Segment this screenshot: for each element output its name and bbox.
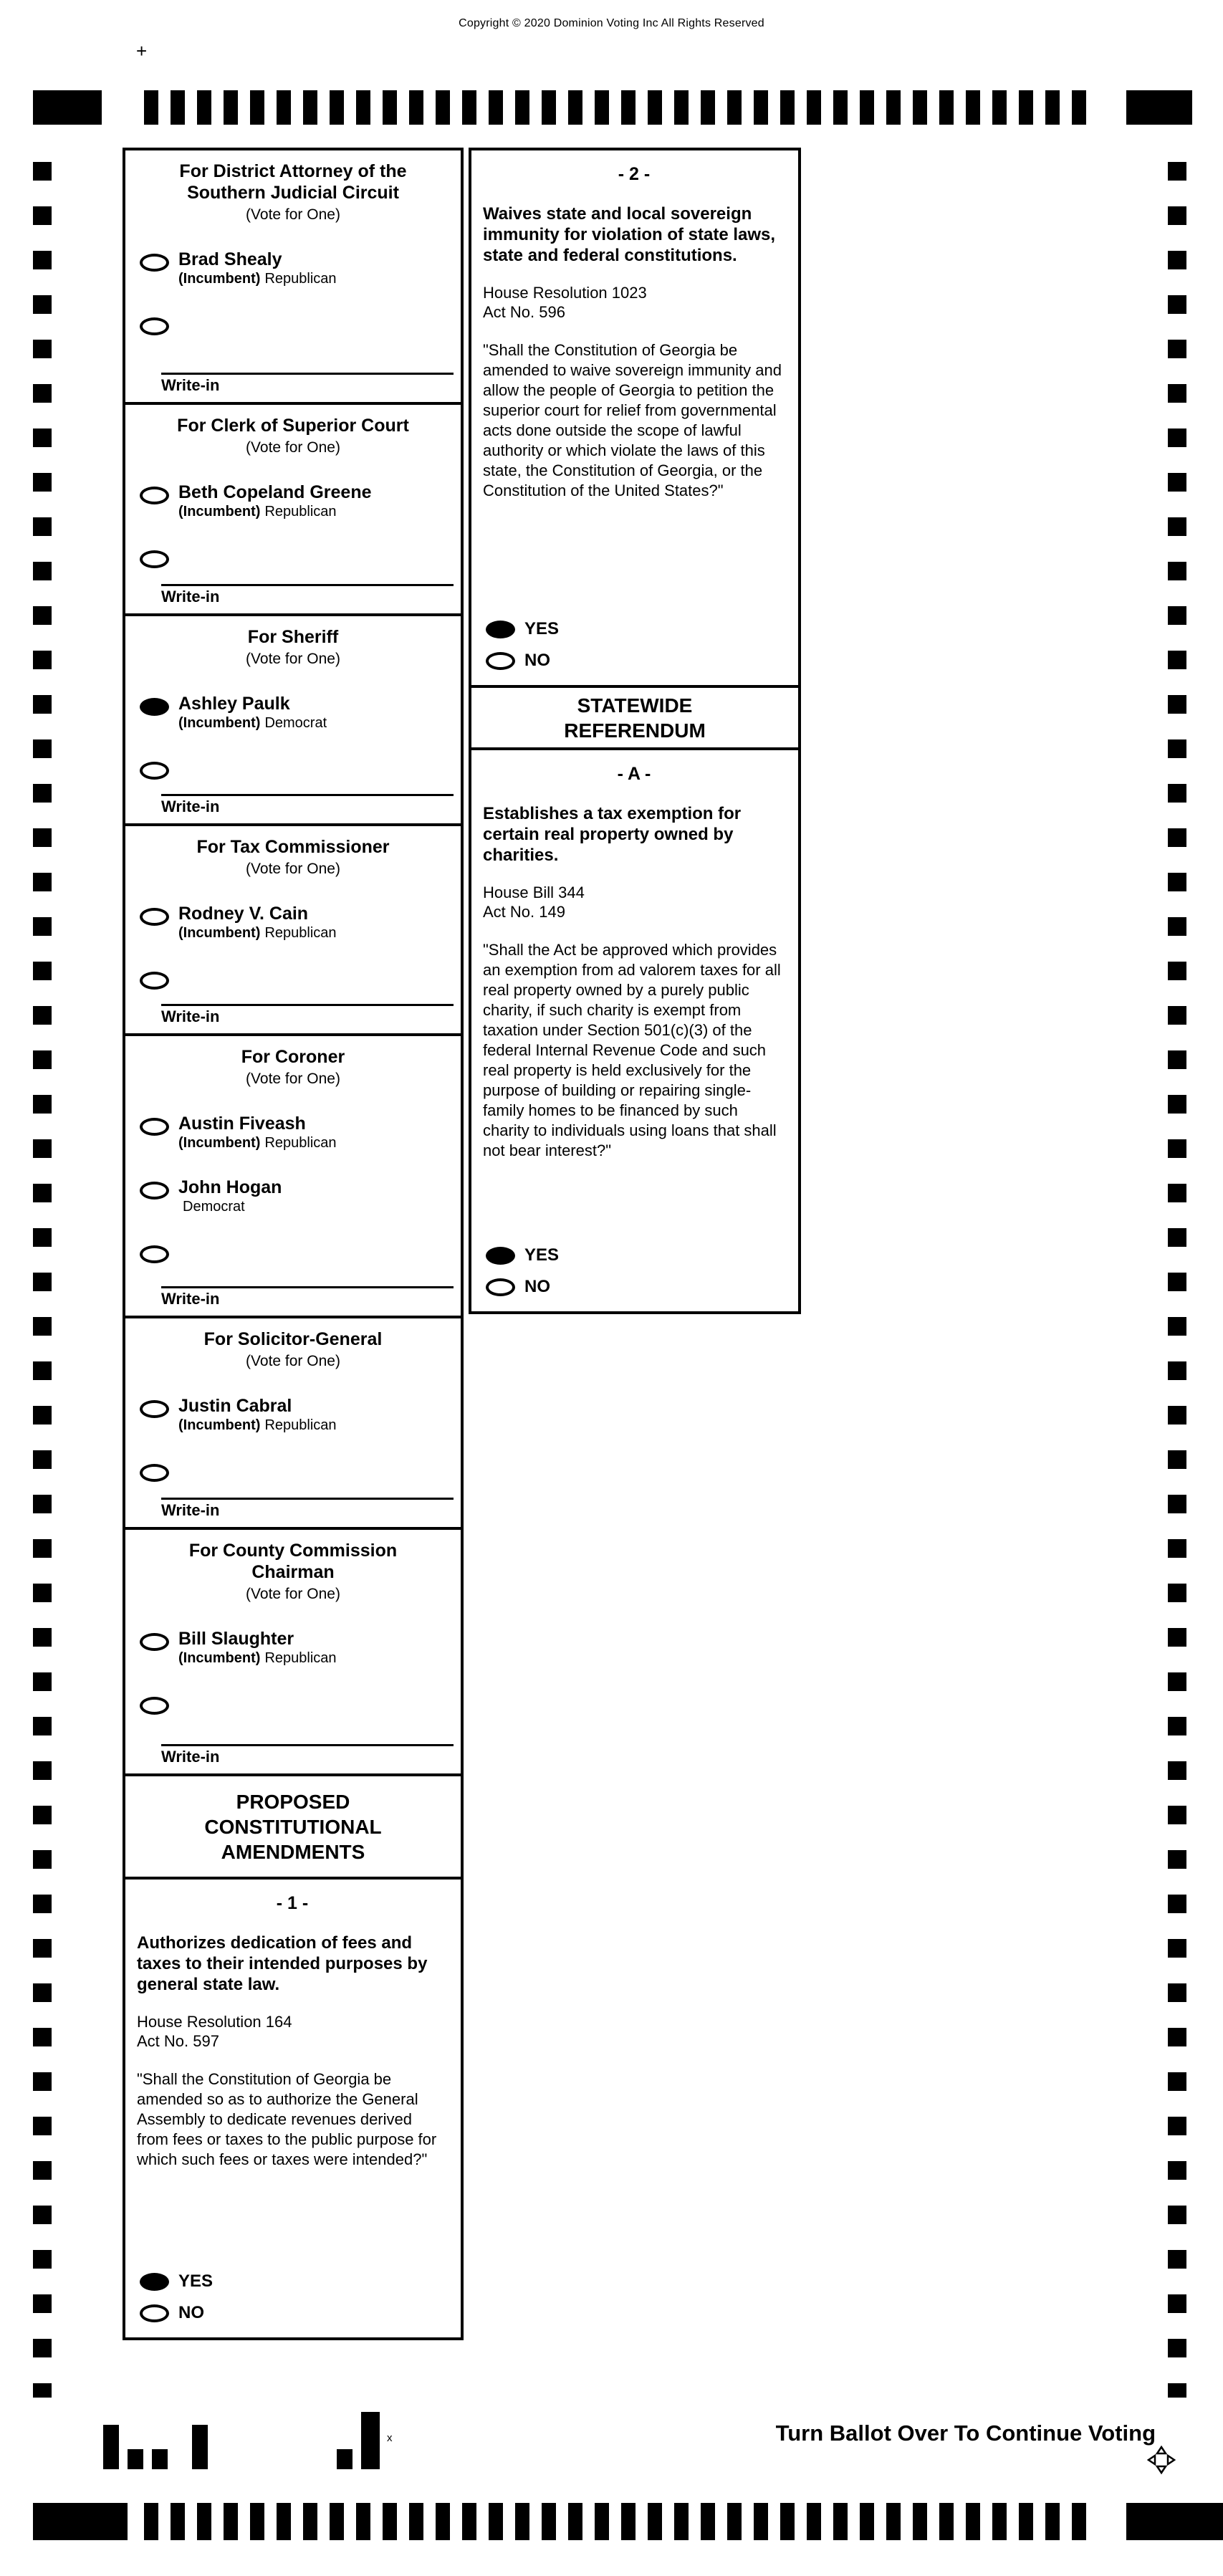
- candidate-name: Justin Cabral: [178, 1396, 292, 1416]
- timing-marks-right-rail: [1168, 162, 1186, 2398]
- no-oval[interactable]: [486, 1278, 515, 1296]
- contest-title-line: For Sheriff: [247, 627, 339, 647]
- barcode-bar: [361, 2412, 380, 2469]
- measure-reference-line: Act No. 149: [483, 903, 565, 921]
- turn-ballot-over-notice: Turn Ballot Over To Continue Voting: [775, 2421, 1156, 2446]
- candidate-name: John Hogan: [178, 1177, 282, 1197]
- write-in-oval-row: [140, 967, 461, 990]
- contest-title: [125, 836, 461, 858]
- candidate-name: Rodney V. Cain: [178, 904, 309, 924]
- section-header-line: STATEWIDE: [577, 694, 693, 717]
- candidate-oval[interactable]: [140, 698, 169, 716]
- write-in-label: Write-in: [161, 798, 220, 815]
- contest-title-line: For County Commission: [188, 1541, 398, 1561]
- contest-title-line: Southern Judicial Circuit: [187, 183, 399, 203]
- candidate-oval[interactable]: [140, 487, 169, 504]
- section-header-statewide-referendum: [469, 685, 801, 750]
- measure-question: "Shall the Act be approved which provides an exemption from ad valorem taxes for all real property owned by a purely public charity, if such charity is exempt from taxation under Section 501(c)(3) of the federal Internal Revenue Code and such real property is held exclusively for the purpose of building or repairing single-family homes to be financed by such charity to individuals using loans that shall not bear interest?": [483, 941, 781, 1159]
- yes-choice-row: [140, 2271, 448, 2292]
- section-header-proposed-amendments: [123, 1773, 464, 1880]
- no-label: NO: [178, 2303, 204, 2322]
- contest-sheriff: [123, 613, 464, 826]
- no-choice-row: [486, 651, 785, 671]
- section-header-line: REFERENDUM: [564, 719, 706, 742]
- candidate-party: (Incumbent) Republican: [178, 271, 337, 287]
- measure-reference-line: House Bill 344: [483, 884, 585, 901]
- candidate-party: (Incumbent) Democrat: [178, 715, 327, 731]
- candidate-party: (Incumbent) Republican: [178, 1417, 337, 1433]
- write-in-line[interactable]: [161, 1004, 454, 1006]
- measure-number: - 1 -: [276, 1893, 309, 1913]
- timing-block-left: [33, 2503, 128, 2540]
- candidate-row: [140, 1629, 461, 1667]
- write-in-oval-row: [140, 757, 461, 780]
- write-in-oval-row: [140, 546, 461, 568]
- candidate-row: [140, 904, 461, 942]
- contest-title-line: For Coroner: [241, 1047, 345, 1067]
- no-oval[interactable]: [140, 2304, 169, 2322]
- write-in-oval-row: [140, 1460, 461, 1482]
- vote-for-instruction: (Vote for One): [246, 1586, 340, 1602]
- write-in-area: [125, 1286, 461, 1316]
- candidate-oval[interactable]: [140, 1400, 169, 1418]
- candidate-party: (Incumbent) Republican: [178, 504, 337, 519]
- contest-title: [125, 161, 461, 204]
- no-label: NO: [524, 651, 550, 670]
- vote-for-instruction: (Vote for One): [246, 651, 340, 667]
- yes-choice-row: [486, 619, 785, 639]
- contest-district-attorney: [123, 148, 464, 405]
- candidate-oval[interactable]: [140, 254, 169, 272]
- write-in-line[interactable]: [161, 1744, 454, 1746]
- yes-label: YES: [524, 1245, 560, 1265]
- barcode-bar: [192, 2425, 208, 2469]
- candidate-oval[interactable]: [140, 1633, 169, 1651]
- write-in-oval[interactable]: [140, 317, 169, 335]
- yes-label: YES: [524, 619, 560, 638]
- write-in-oval[interactable]: [140, 762, 169, 780]
- write-in-oval[interactable]: [140, 550, 169, 568]
- barcode-bar: [128, 2449, 143, 2469]
- timing-block-right: [1126, 2503, 1223, 2540]
- vote-for-instruction: (Vote for One): [246, 1353, 340, 1369]
- contest-title-line: For Solicitor-General: [203, 1329, 383, 1349]
- no-choice-row: [140, 2303, 448, 2323]
- write-in-oval-row: [140, 313, 461, 335]
- contest-solicitor-general: [123, 1316, 464, 1530]
- write-in-oval[interactable]: [140, 1464, 169, 1482]
- candidate-party: (Incumbent) Republican: [178, 1650, 337, 1666]
- candidate-oval[interactable]: [140, 908, 169, 926]
- no-choice-row: [486, 1277, 785, 1297]
- contest-title: [125, 1328, 461, 1350]
- write-in-line[interactable]: [161, 373, 454, 375]
- candidate-name: Austin Fiveash: [178, 1114, 306, 1134]
- section-header-line: PROPOSED: [236, 1790, 350, 1813]
- measure-summary: Establishes a tax exemption for certain real property owned by charities.: [483, 804, 742, 865]
- contest-clerk-superior-court: [123, 402, 464, 616]
- measure-summary: Waives state and local sovereign immunity for violation of state laws, state and federal constitutions.: [483, 204, 776, 265]
- candidate-name: Brad Shealy: [178, 249, 282, 269]
- candidate-oval[interactable]: [140, 1182, 169, 1200]
- no-oval[interactable]: [486, 652, 515, 670]
- write-in-line[interactable]: [161, 1286, 454, 1288]
- write-in-oval-row: [140, 1241, 461, 1263]
- measure-summary: Authorizes dedication of fees and taxes to their intended purposes by general state law.: [137, 1933, 428, 1994]
- measure-number: - 2 -: [618, 164, 651, 184]
- write-in-label: Write-in: [161, 588, 220, 605]
- yes-choice-row: [486, 1245, 785, 1265]
- measure-reference-line: Act No. 596: [483, 303, 565, 321]
- measure-reference-line: Act No. 597: [137, 2032, 219, 2050]
- write-in-line[interactable]: [161, 584, 454, 586]
- timing-marks-left-rail: [33, 162, 52, 2398]
- write-in-line[interactable]: [161, 1498, 454, 1500]
- measure-question: "Shall the Constitution of Georgia be amended so as to authorize the General Assembly to dedicate revenues derived from fees or taxes to the public purpose for which such fees or taxes were intended?": [137, 2070, 437, 2168]
- registration-crosshair-mark: [1145, 2443, 1178, 2480]
- barcode-bar: [337, 2449, 352, 2469]
- write-in-label: Write-in: [161, 1007, 220, 1025]
- yes-oval[interactable]: [140, 2273, 169, 2291]
- write-in-area: [125, 1004, 461, 1033]
- measure-reference: [483, 883, 785, 921]
- vote-for-instruction: (Vote for One): [246, 861, 340, 877]
- write-in-area: [125, 373, 461, 402]
- timing-marks-bottom: [0, 2503, 1223, 2540]
- yes-oval[interactable]: [486, 621, 515, 638]
- candidate-row: [140, 1114, 461, 1151]
- copyright-line: Copyright © 2020 Dominion Voting Inc All Rights Reserved: [459, 17, 764, 29]
- contest-title-line: For Clerk of Superior Court: [177, 416, 409, 436]
- measure-question: "Shall the Constitution of Georgia be amended to waive sovereign immunity and allow the people of Georgia to petition the superior court for relief from governmental acts done outside the scope of lawful authority or which violate the laws of this state, the Constitution of Georgia, or the Constitution of the United States?": [483, 341, 782, 499]
- candidate-name: Ashley Paulk: [178, 694, 290, 714]
- contest-title-line: For Tax Commissioner: [196, 837, 390, 857]
- section-header-line: AMENDMENTS: [221, 1840, 365, 1863]
- measure-amendment-2: [469, 148, 801, 688]
- contest-title: [125, 415, 461, 436]
- candidate-party: (Incumbent) Republican: [178, 925, 337, 941]
- measure-reference: [137, 2012, 448, 2051]
- write-in-line[interactable]: [161, 794, 454, 796]
- measure-reference: [483, 283, 785, 322]
- write-in-label: Write-in: [161, 1748, 220, 1766]
- candidate-row: [140, 482, 461, 520]
- write-in-oval[interactable]: [140, 972, 169, 990]
- candidate-row: [140, 249, 461, 287]
- contest-tax-commissioner: [123, 823, 464, 1036]
- write-in-label: Write-in: [161, 1501, 220, 1519]
- write-in-oval[interactable]: [140, 1697, 169, 1715]
- write-in-label: Write-in: [161, 376, 220, 394]
- ballot-barcode: [103, 2412, 433, 2469]
- contest-coroner: [123, 1033, 464, 1318]
- write-in-area: [125, 1744, 461, 1773]
- measure-reference-line: House Resolution 1023: [483, 284, 647, 302]
- contest-title: [125, 626, 461, 648]
- write-in-area: [125, 794, 461, 823]
- contest-title: [125, 1046, 461, 1068]
- measure-reference-line: House Resolution 164: [137, 2013, 292, 2031]
- candidate-row: [140, 1177, 461, 1215]
- candidate-party: (Incumbent) Republican: [178, 1135, 337, 1151]
- write-in-area: [125, 1498, 461, 1527]
- vote-for-instruction: (Vote for One): [246, 206, 340, 223]
- yes-label: YES: [178, 2271, 214, 2291]
- barcode-bar: [152, 2449, 168, 2469]
- contest-title: [125, 1540, 461, 1583]
- timing-bars: [144, 2503, 1087, 2540]
- timing-block-left: [33, 90, 102, 125]
- timing-bars: [144, 90, 1087, 125]
- contest-title-line: Chairman: [251, 1562, 335, 1582]
- contest-county-commission-chairman: [123, 1527, 464, 1776]
- candidate-row: [140, 694, 461, 732]
- measure-number: - A -: [617, 764, 651, 784]
- write-in-oval[interactable]: [140, 1245, 169, 1263]
- yes-oval[interactable]: [486, 1247, 515, 1265]
- write-in-oval-row: [140, 1692, 461, 1715]
- section-header-line: CONSTITUTIONAL: [204, 1815, 382, 1838]
- no-label: NO: [524, 1277, 550, 1296]
- candidate-party: Democrat: [183, 1199, 245, 1215]
- barcode-superscript: x: [387, 2432, 393, 2444]
- vote-for-instruction: (Vote for One): [246, 1071, 340, 1087]
- candidate-oval[interactable]: [140, 1118, 169, 1136]
- barcode-bar: [103, 2425, 119, 2469]
- write-in-area: [125, 584, 461, 613]
- timing-block-right: [1126, 90, 1192, 125]
- write-in-label: Write-in: [161, 1290, 220, 1308]
- candidate-row: [140, 1396, 461, 1434]
- measure-referendum-a: [469, 747, 801, 1314]
- ballot-column-left: [123, 148, 464, 2340]
- candidate-name: Beth Copeland Greene: [178, 482, 372, 502]
- candidate-name: Bill Slaughter: [178, 1629, 294, 1649]
- registration-plus-mark: +: [136, 40, 148, 62]
- measure-amendment-1: [123, 1877, 464, 2340]
- vote-for-instruction: (Vote for One): [246, 439, 340, 456]
- ballot-column-right: [469, 148, 801, 1314]
- timing-marks-top: [0, 90, 1223, 125]
- contest-title-line: For District Attorney of the: [179, 161, 407, 181]
